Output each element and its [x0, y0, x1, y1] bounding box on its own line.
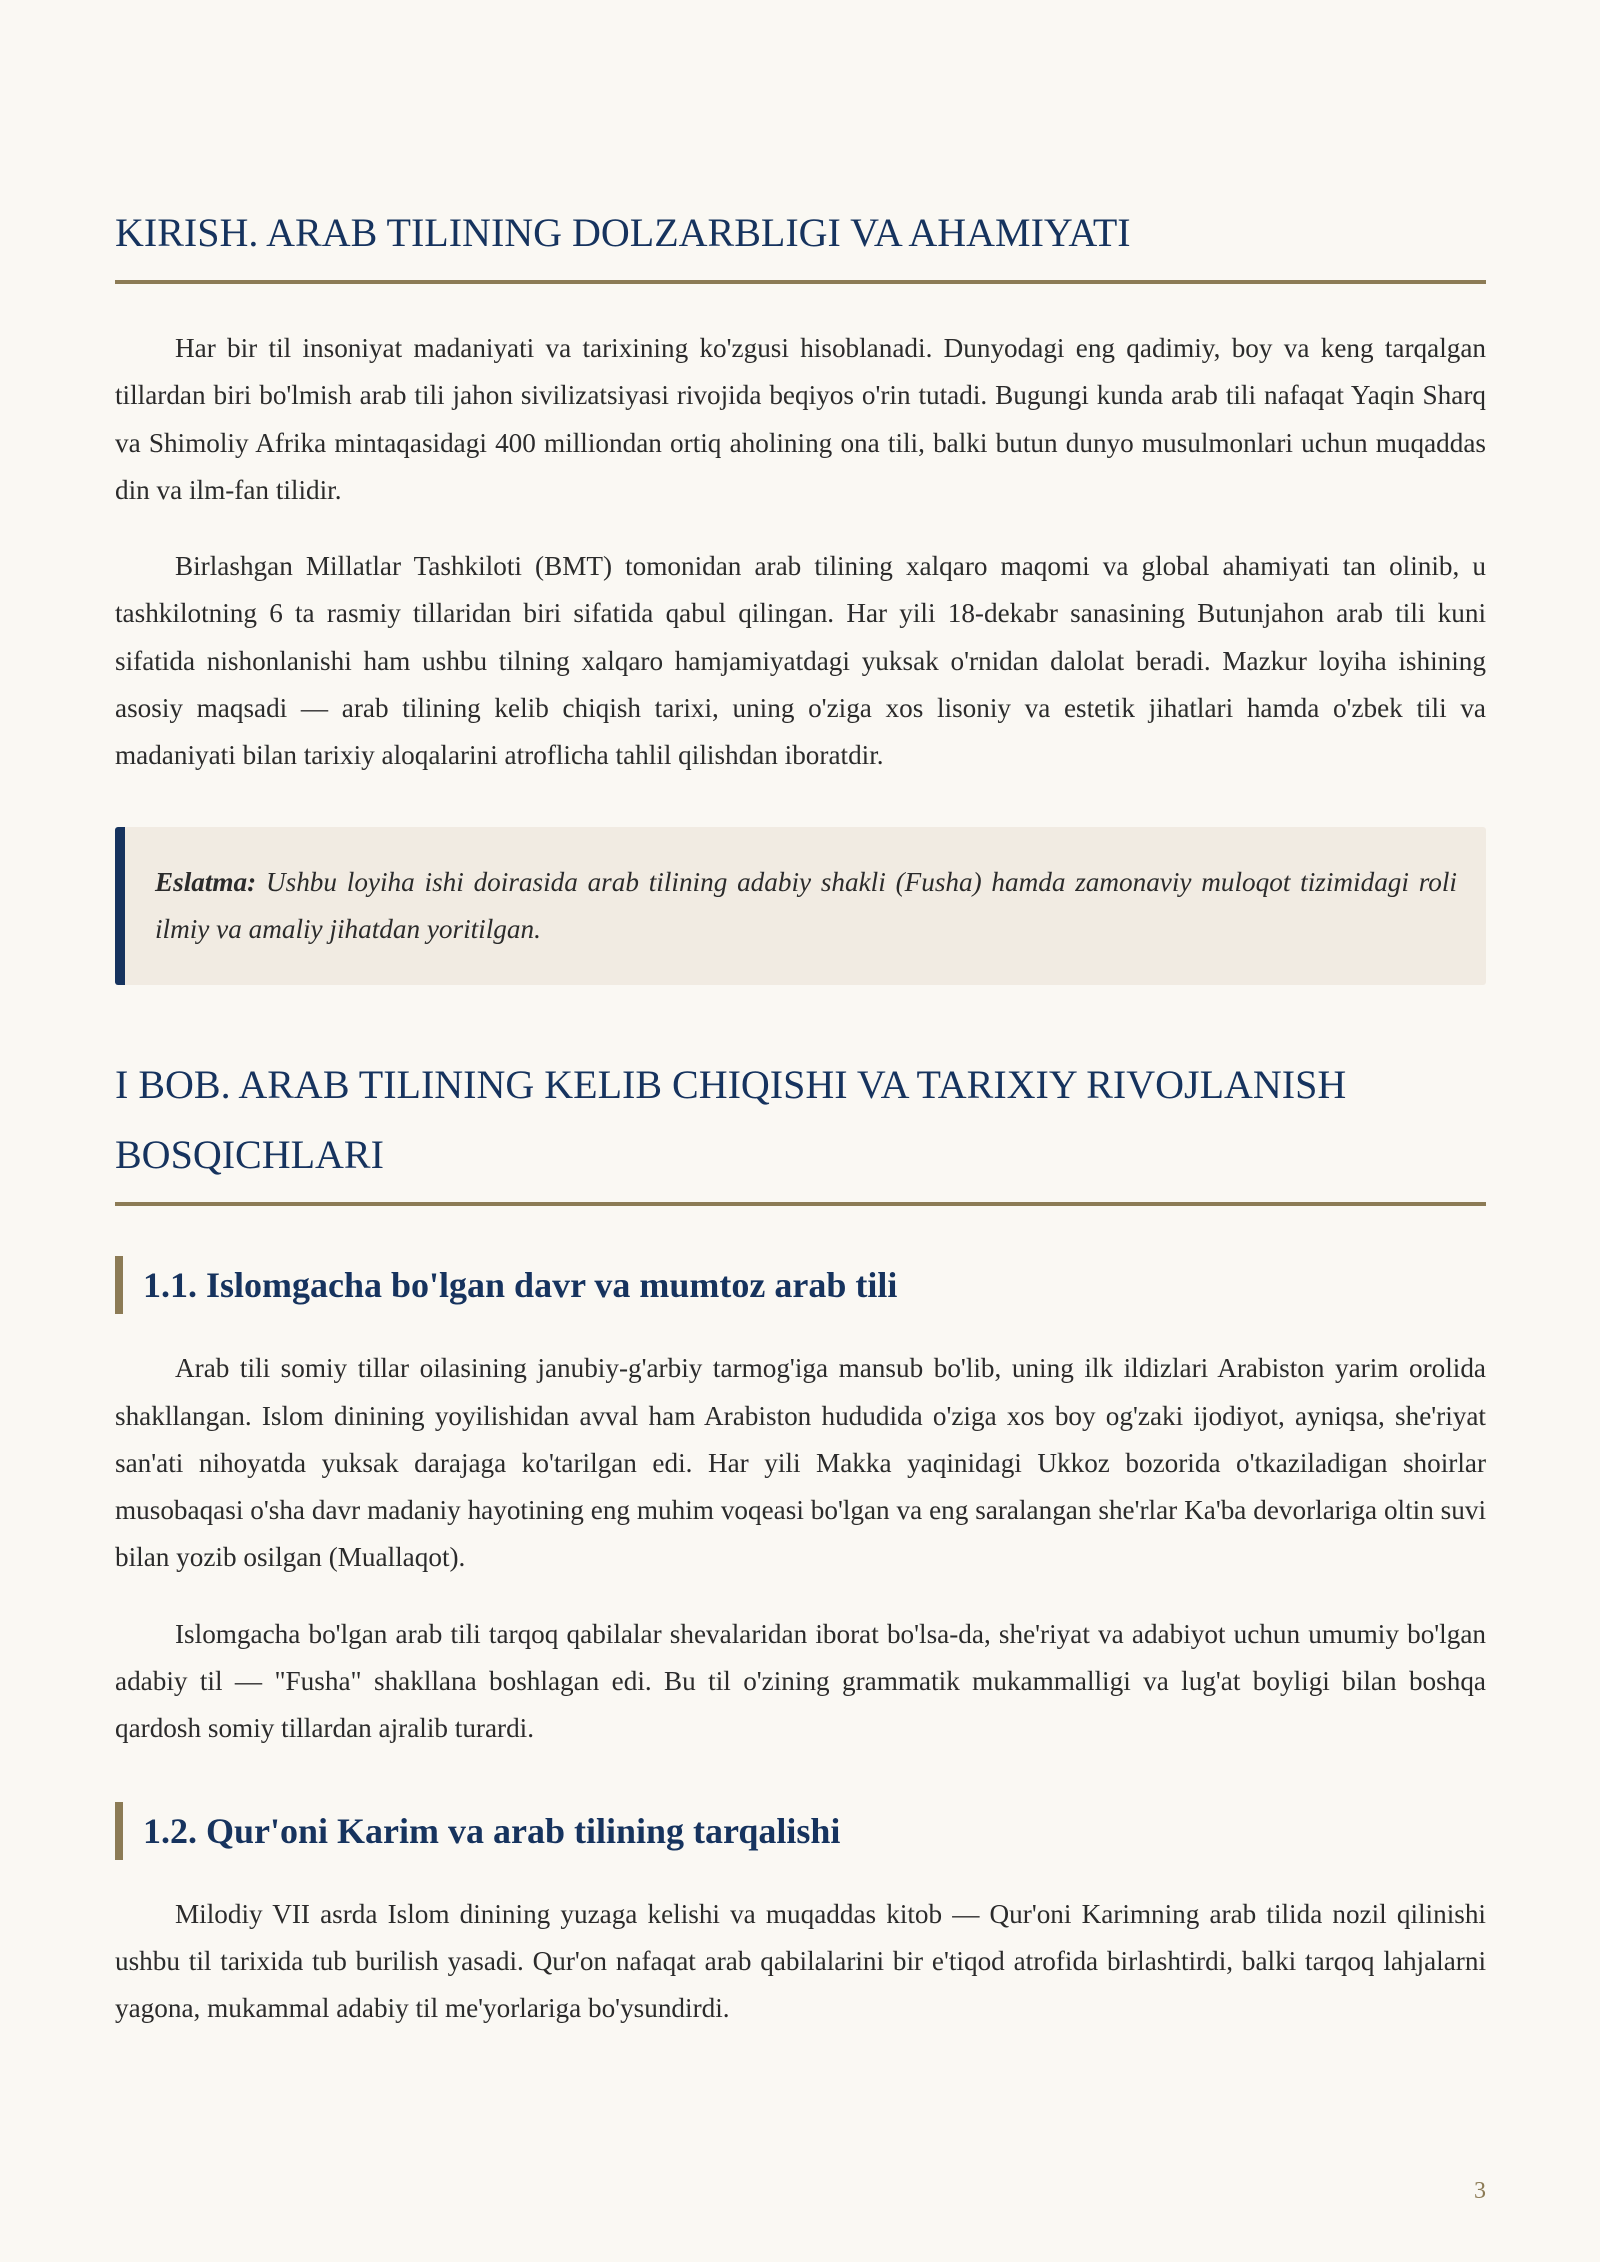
section-1-1-paragraph-2: Islomgacha bo'lgan arab tili tarqoq qabilalar shevalaridan iborat bo'lsa-da, she'riyat va adabiyot uchun umumiy bo'lgan adabiy til — "Fusha" shakllana boshlagan edi. Bu til o'zining grammatik mukammalligi va lug'at boyligi bilan boshqa qardosh somiy tillardan ajralib turardi. — [115, 1618, 1486, 1744]
section-1-2-paragraph-1: Milodiy VII asrda Islom dinining yuzaga kelishi va muqaddas kitob — Qur'oni Karimning arab tilida nozil qilinishi ushbu til tarixida tub burilish yasadi. Qur'on nafaqat arab qabilalarini bir e'tiqod atrofida birlashtirdi, balki tarqoq lahjalarni yagona, mukammal adabiy til me'yorlariga bo'ysundirdi. — [115, 1898, 1486, 2024]
document-page — [115, 0, 1486, 2033]
section-title-intro: KIRISH. ARAB TILINING DOLZARBLIGI VA AHAMIYATI — [115, 198, 1486, 284]
chapter-title: I BOB. ARAB TILINING KELIB CHIQISHI VA TARIXIY RIVOJLANISH BOSQICHLARI — [115, 1050, 1486, 1206]
page-number: 3 — [1474, 2178, 1486, 2204]
note-text: Ushbu loyiha ishi doirasida arab tilining adabiy shakli (Fusha) hamda zamonaviy muloqot tizimidagi roli ilmiy va amaliy jihatdan yoritilgan. — [155, 866, 1457, 944]
subsection-heading-1-1: 1.1. Islomgacha bo'lgan davr va mumtoz arab tili — [115, 1256, 1486, 1314]
note-callout — [115, 827, 1486, 986]
intro-paragraph-2: Birlashgan Millatlar Tashkiloti (BMT) tomonidan arab tilining xalqaro maqomi va global ahamiyati tan olinib, u tashkilotning 6 ta rasmiy tillaridan biri sifatida qabul qilingan. Har yili 18-dekabr sanasining Butunjahon arab tili kuni sifatida nishonlanishi ham ushbu tilning xalqaro hamjamiyatdagi yuksak o'rnidan dalolat beradi. Mazkur loyiha ishining asosiy maqsadi — arab tilining kelib chiqish tarixi, uning o'ziga xos lisoniy va estetik jihatlari hamda o'zbek tili va madaniyati bilan tarixiy aloqalarini atroflicha tahlil qilishdan iboratdir. — [115, 551, 1486, 771]
section-1-1-paragraph-1: Arab tili somiy tillar oilasining janubiy-g'arbiy tarmog'iga mansub bo'lib, uning ilk ildizlari Arabiston yarim orolida shakllangan. Islom dinining yoyilishidan avval ham Arabiston hududida o'ziga xos boy og'zaki ijodiyot, ayniqsa, she'riyat san'ati nihoyatda yuksak darajaga ko'tarilgan edi. Har yili Makka yaqinidagi Ukkoz bozorida o'tkaziladigan shoirlar musobaqasi o'sha davr madaniy hayotining eng muhim voqeasi bo'lgan va eng saralangan she'rlar Ka'ba devorlariga oltin suvi bilan yozib osilgan (Muallaqot). — [115, 1353, 1486, 1573]
note-label: Eslatma: — [155, 866, 257, 897]
intro-paragraph-1: Har bir til insoniyat madaniyati va tarixining ko'zgusi hisoblanadi. Dunyodagi eng qadimiy, boy va keng tarqalgan tillardan biri bo'lmish arab tili jahon sivilizatsiyasi rivojida beqiyos o'rin tutadi. Bugungi kunda arab tili nafaqat Yaqin Sharq va Shimoliy Afrika mintaqasidagi 400 milliondan ortiq aholining ona tili, balki butun dunyo musulmonlari uchun muqaddas din va ilm-fan tilidir. — [115, 333, 1486, 505]
subsection-heading-1-2: 1.2. Qur'oni Karim va arab tilining tarqalishi — [115, 1802, 1486, 1860]
